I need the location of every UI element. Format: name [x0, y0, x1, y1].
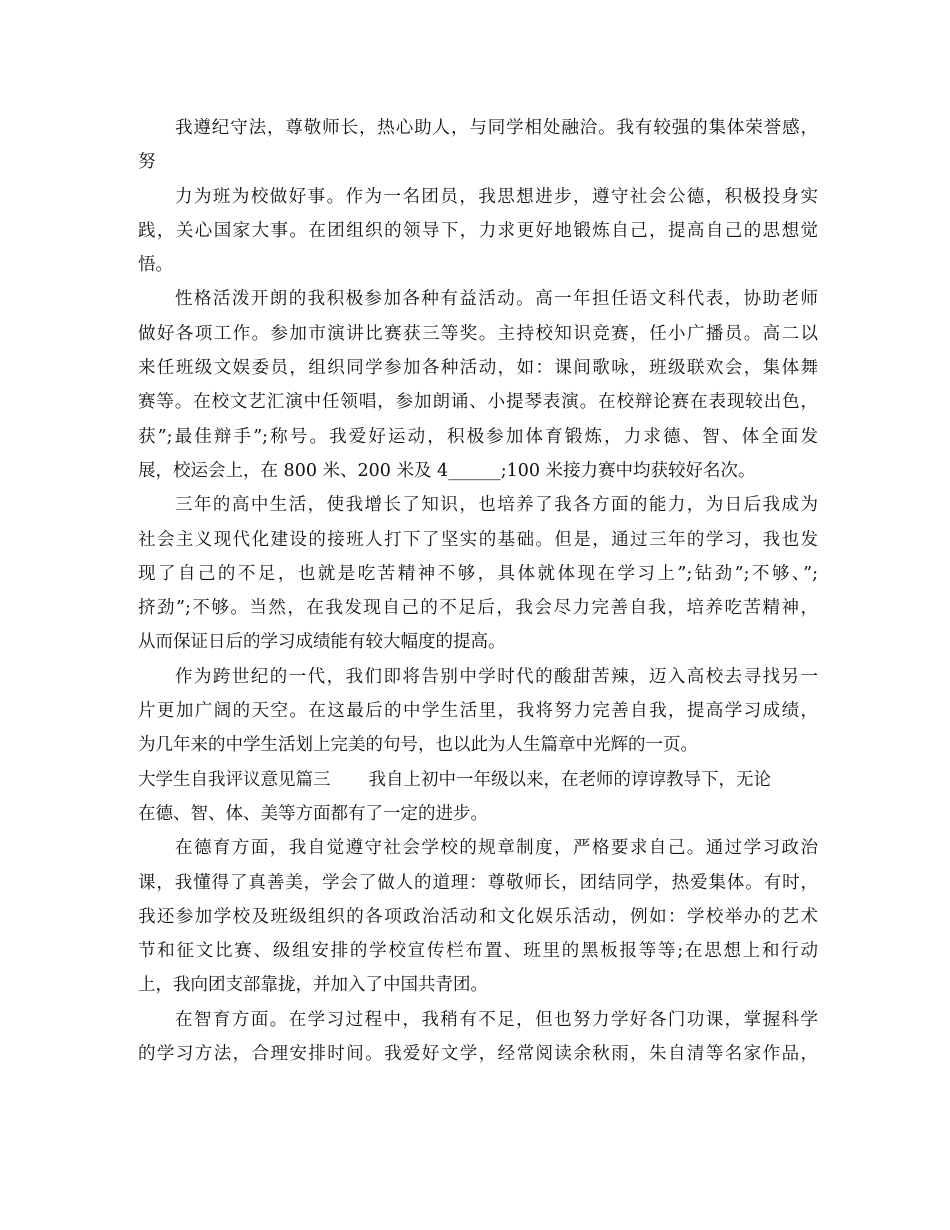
- text-line: 我还参加学校及班级组织的各项政治活动和文化娱乐活动，例如：学校举办的艺术: [138, 906, 818, 927]
- text-line: 践，关心国家大事。在团组织的领导下，力求更好地锻炼自己，提高自己的思想觉: [138, 220, 818, 241]
- paragraphs-part-1: [138, 111, 818, 763]
- text-line: 现了自己的不足，也就是吃苦精神不够，具体就体现在学习上”;钻劲”;不够、”;: [138, 563, 818, 584]
- text-line: 在德、智、体、美等方面都有了一定的进步。: [138, 803, 488, 824]
- text-line: 悟。: [138, 255, 173, 276]
- text-line: 获”;最佳辩手”;称号。我爱好运动，积极参加体育锻炼，力求德、智、体全面发: [138, 426, 818, 447]
- section-first-line: 我自上初中一年级以来，在老师的谆谆教导下，无论: [368, 769, 771, 790]
- text-line: 挤劲”;不够。当然，在我发现自己的不足后，我会尽力完善自我，培养吃苦精神，: [138, 598, 818, 619]
- text-line: 在智育方面。在学习过程中，我稍有不足，但也努力学好各门功课，掌握科学: [175, 1009, 818, 1030]
- text-line: 在德育方面，我自觉遵守社会学校的规章制度，严格要求自己。通过学习政治: [175, 838, 818, 859]
- text-line: 我遵纪守法，尊敬师长，热心助人，与同学相处融洽。我有较强的集体荣誉感，: [175, 118, 818, 138]
- document-body: [138, 111, 818, 1071]
- section-heading: 大学生自我评议意见篇三: [138, 769, 331, 790]
- text-line: 的学习方法，合理安排时间。我爱好文学，经常阅读余秋雨，朱自清等名家作品，: [138, 1044, 818, 1065]
- section-heading-line: [138, 763, 818, 797]
- text-line: 性格活泼开朗的我积极参加各种有益活动。高一年担任语文科代表，协助老师: [175, 289, 818, 310]
- text-line: 从而保证日后的学习成绩能有较大幅度的提高。: [138, 632, 506, 653]
- text-line: 上，我向团支部靠拢，并加入了中国共青团。: [138, 975, 488, 996]
- text-line: 努: [138, 152, 156, 173]
- text-line: 来任班级文娱委员，组织同学参加各种活动，如：课间歌咏，班级联欢会，集体舞: [138, 358, 818, 379]
- text-line: 赛等。在校文艺汇演中任领唱，参加朗诵、小提琴表演。在校辩论赛在表现较出色，: [138, 392, 818, 413]
- text-line: 课，我懂得了真善美，学会了做人的道理：尊敬师长，团结同学，热爱集体。有时，: [138, 872, 818, 893]
- text-line: 展，校运会上，在 800 米、200 米及 4______;100 米接力赛中均获较好名次。: [138, 460, 756, 481]
- text-line: 作为跨世纪的一代，我们即将告别中学时代的酸甜苦辣，迈入高校去寻找另一: [175, 666, 818, 687]
- text-line: 片更加广阔的天空。在这最后的中学生活里，我将努力完善自我，提高学习成绩，: [138, 701, 818, 722]
- text-line: 社会主义现代化建设的接班人打下了坚实的基础。但是，通过三年的学习，我也发: [138, 529, 818, 550]
- text-line: 做好各项工作。参加市演讲比赛获三等奖。主持校知识竞赛，任小广播员。高二以: [138, 323, 818, 344]
- text-line: 力为班为校做好事。作为一名团员，我思想进步，遵守社会公德，积极投身实: [175, 186, 818, 207]
- text-line: 为几年来的中学生活划上完美的句号，也以此为人生篇章中光辉的一页。: [138, 735, 698, 756]
- text-line: 节和征文比赛、级组安排的学校宣传栏布置、班里的黑板报等等;在思想上和行动: [138, 941, 818, 962]
- text-line: 三年的高中生活，使我增长了知识，也培养了我各方面的能力，为日后我成为: [175, 495, 818, 516]
- paragraphs-part-2: [138, 797, 818, 1071]
